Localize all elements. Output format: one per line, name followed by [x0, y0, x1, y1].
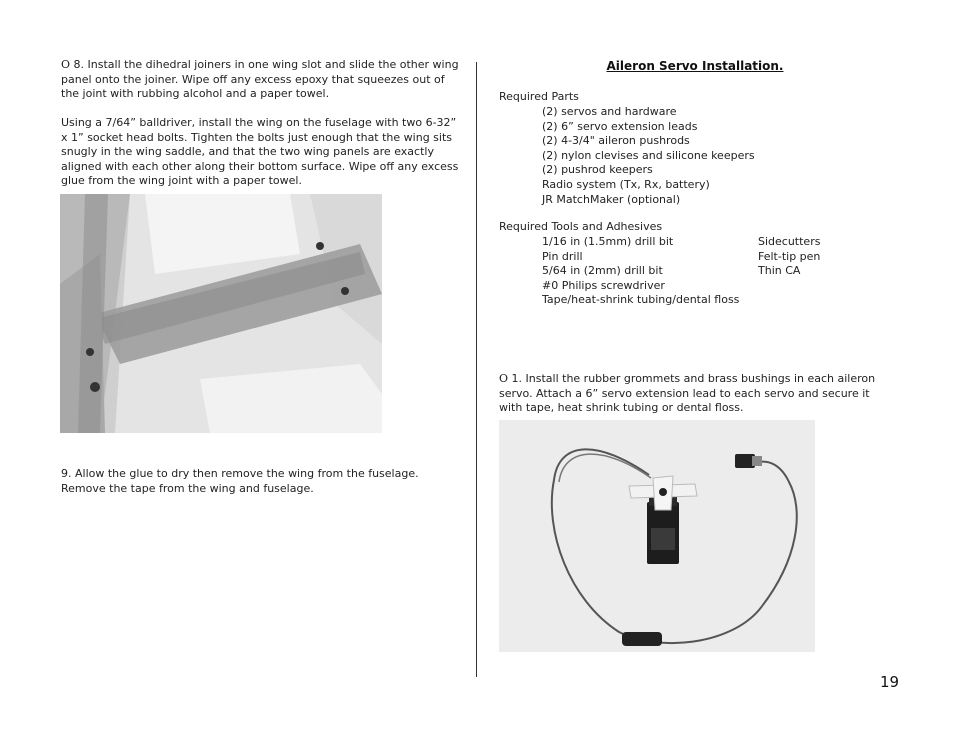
list-item: Felt-tip pen: [758, 249, 821, 263]
required-tools-list: [542, 235, 739, 308]
servo-photo: [499, 420, 815, 652]
list-item: Sidecutters: [758, 235, 821, 248]
wing-joint-photo-drawing: [60, 194, 382, 433]
list-item: JR MatchMaker (optional): [542, 192, 681, 206]
required-tools-heading: Required Tools and Adhesives: [499, 220, 663, 233]
list-item: Thin CA: [758, 264, 801, 278]
wing-joint-photo: [60, 194, 382, 433]
list-item: 5/64 in (2mm) drill bit: [542, 264, 663, 278]
list-item: (2) nylon clevises and silicone keepers: [542, 148, 755, 162]
list-item: (2) pushrod keepers: [542, 163, 653, 177]
list-item: Radio system (Tx, Rx, battery): [542, 177, 710, 191]
list-item: (2) 4-3/4" aileron pushrods: [542, 134, 690, 148]
step-8-text: 8. Install the dihedral joiners in one wing slot and slide the other wing panel onto the joiner. Wipe off any excess epoxy that squeezes out of the joint with rubbing alcohol and a paper towel.: [61, 58, 459, 101]
step-9-paragraph: 9. Allow the glue to dry then remove the wing from the fuselage. Remove the tape from the wing and fuselage.: [61, 467, 419, 495]
list-item: Pin drill: [542, 249, 583, 263]
servo-photo-drawing: [499, 420, 815, 652]
step-8-paragraph: [61, 58, 461, 102]
list-item: 1/16 in (1.5mm) drill bit: [542, 235, 674, 248]
required-parts-list: [542, 105, 755, 207]
list-item: (2) 6” servo extension leads: [542, 119, 698, 133]
wing-install-paragraph: Using a 7/64” balldriver, install the wing on the fuselage with two 6-32” x 1” socket head bolts. Tighten the bolts just enough that the wing sits snugly in the wing saddle, and that the two wing panels are exactly aligned with each other along their bottom surface. Wipe off any excess glue from the wing joint with a paper towel.: [61, 116, 459, 188]
section-title: Aileron Servo Installation.: [606, 59, 784, 73]
required-tools-list-right: [758, 235, 820, 279]
checkbox-marker: O: [499, 372, 509, 385]
required-parts-heading: Required Parts: [499, 90, 579, 103]
list-item: Tape/heat-shrink tubing/dental floss: [542, 293, 740, 307]
column-divider: [476, 62, 477, 677]
step-1-text: 1. Install the rubber grommets and brass bushings in each aileron servo. Attach a 6” servo extension lead to each servo and secure it with tape, heat shrink tubing or dental floss.: [499, 372, 876, 415]
step-1-paragraph: [499, 372, 889, 416]
list-item: (2) servos and hardware: [542, 105, 677, 118]
list-item: #0 Philips screwdriver: [542, 278, 665, 292]
checkbox-marker: O: [61, 58, 71, 71]
page-number: 19: [880, 673, 900, 691]
